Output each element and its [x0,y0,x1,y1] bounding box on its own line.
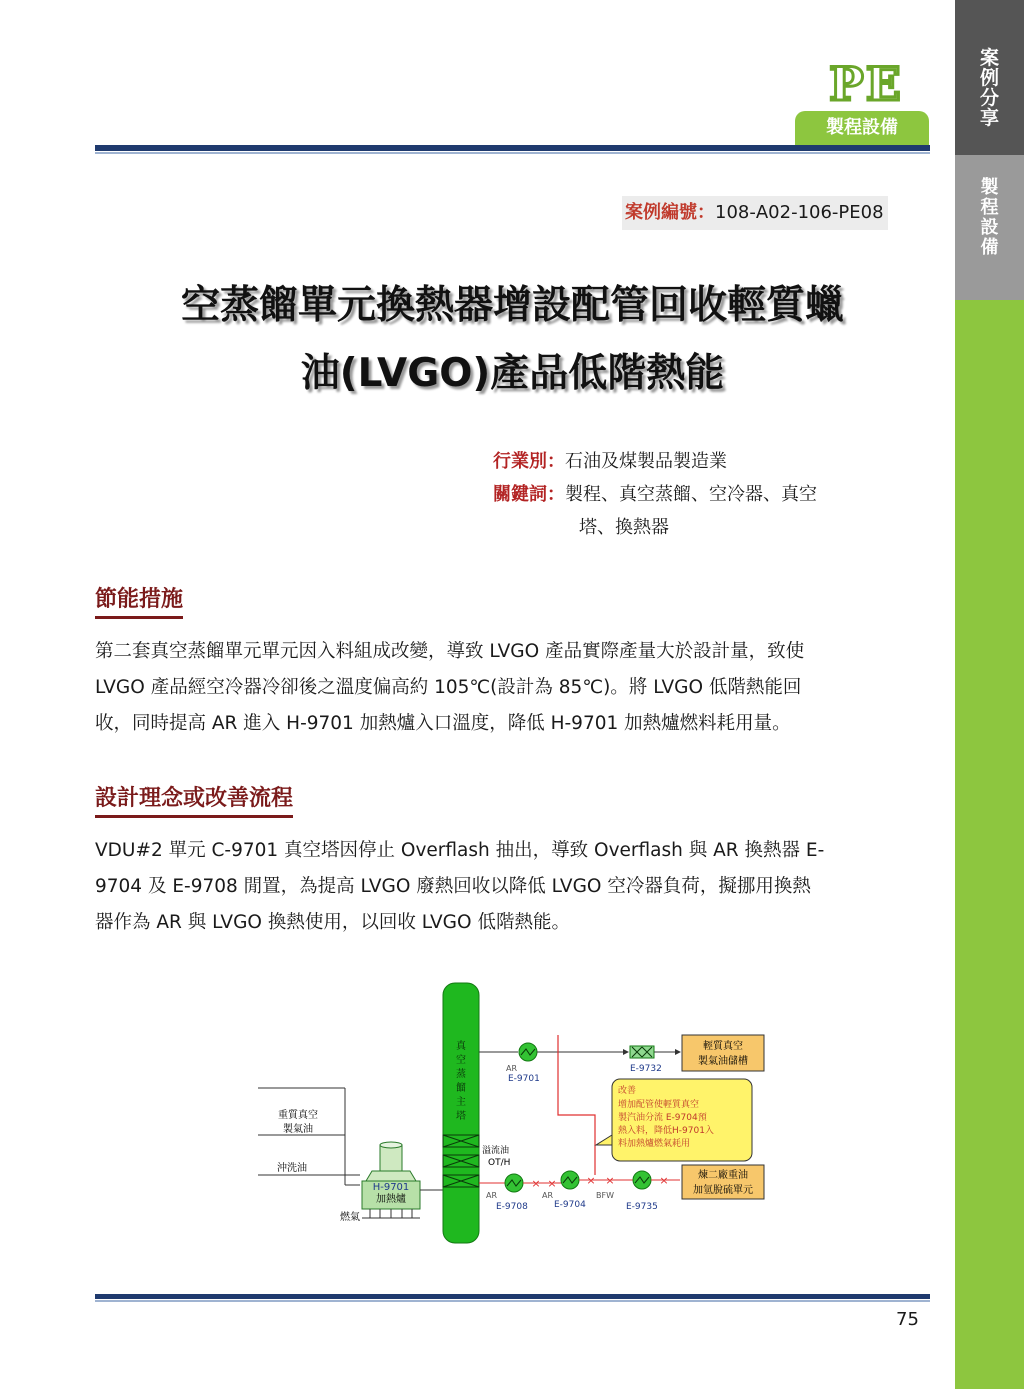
category-label: 製程設備 [795,111,929,145]
header-rule [95,145,930,151]
new-piping [558,1052,595,1175]
heater-id: H-9701 [372,1182,410,1193]
tower-label: 真 [456,1041,466,1052]
cross-mark-icon: × [659,1174,669,1187]
side-tab-char: 製 [980,177,999,198]
e9735-label: E-9735 [626,1202,658,1212]
heavy-oil-label: 重質真空 [278,1110,318,1121]
paragraph-line: 器作為 AR 與 LVGO 換熱使用，以回收 LVGO 低階熱能。 [95,912,570,933]
side-tab-char: 分 [979,87,999,109]
case-number-label: 案例編號： [625,202,715,223]
product-tank-label: 製氣油儲槽 [698,1056,748,1067]
keywords-value-line2: 塔、換熱器 [579,517,669,538]
wash-oil-label: 沖洗油 [277,1163,307,1174]
pe-logo: PE [829,57,903,111]
page-number: 75 [896,1309,919,1330]
tower-label: 蒸 [456,1069,466,1080]
heavy-oil-label-2: 製氣油 [283,1124,313,1135]
paragraph-line: VDU#2 單元 C-9701 真空塔因停止 Overflash 抽出，導致 Overflash 與 AR 換熱器 E- [95,840,825,861]
case-number [622,196,888,230]
heater-stack-top [380,1142,402,1148]
cross-mark-icon: × [605,1174,615,1187]
product-tank-label: 輕質真空 [703,1041,743,1052]
vacuum-tower [443,983,479,1243]
tower-label: 塔 [456,1111,466,1122]
tower-label: 主 [456,1097,466,1108]
measures-heading-text: 節能措施 [95,587,184,612]
side-tab-char: 設 [980,217,999,238]
side-tab-char: 程 [980,197,999,218]
keywords-row [493,480,817,510]
side-tab-char: 例 [979,67,999,89]
design-paragraph [95,833,930,941]
heater-stack [380,1145,402,1171]
footer-rule-thin [95,1300,930,1302]
arrow-icon [675,1049,681,1055]
measures-heading [95,582,183,613]
process-flow-diagram [250,975,770,1250]
overflash-label: OT/H [488,1158,511,1168]
e9708-label: E-9708 [496,1202,528,1212]
page-title-line1: 空蒸餾單元換熱器增設配管回收輕質蠟 [180,283,844,328]
industry-row [493,447,727,477]
bfw-label: BFW [596,1191,614,1200]
heading-underline [95,616,183,619]
measures-paragraph [95,634,930,742]
side-tab-char: 案 [979,47,999,69]
design-heading [95,781,293,812]
e9732-aircooler [630,1046,654,1058]
improvement-line: 熱入料，降低H-9701入 [618,1126,714,1136]
cross-mark-icon: × [586,1174,596,1187]
heading-underline [95,815,293,818]
cross-mark-icon: × [547,1177,557,1190]
paragraph-line: LVGO 產品經空冷器冷卻後之溫度偏高約 105℃(設計為 85℃)。將 LVGO 低階熱能回 [95,677,802,698]
industry-value: 石油及煤製品製造業 [565,451,727,472]
tower-label: 空 [456,1055,466,1066]
design-heading-text: 設計理念或改善流程 [95,786,294,811]
side-tab-char: 享 [979,107,999,129]
paragraph-line: 9704 及 E-9708 閒置，為提高 LVGO 廢熱回收以降低 LVGO 空冷器負荷，擬挪用換熱 [95,876,811,897]
e9701-label: E-9701 [508,1074,540,1084]
heater-h9701 [362,1142,420,1218]
improvement-title: 改善 [618,1086,637,1096]
callout-pointer [596,1135,612,1145]
overflash-label: 溢流油 [482,1146,510,1156]
improvement-line: 製汽油分流 E-9704預 [618,1113,707,1123]
hds-unit-label: 煉二廠重油 [698,1170,748,1181]
arrow-icon [623,1049,629,1055]
e9732-label: E-9732 [630,1064,662,1074]
cross-mark-icon: × [531,1177,541,1190]
ar-label: AR [486,1191,498,1200]
paragraph-line: 第二套真空蒸餾單元單元因入料組成改變，導致 LVGO 產品實際產量大於設計量，致使 [95,641,805,662]
tower-label: 餾 [456,1083,466,1094]
header-rule-thin [95,152,930,154]
fuel-label: 燃氣 [340,1212,360,1223]
side-tab-case-share [955,48,1024,128]
paragraph-line: 收，同時提高 AR 進入 H-9701 加熱爐入口溫度，降低 H-9701 加熱爐燃料耗用量。 [95,713,791,734]
side-tab-category [955,178,1024,258]
heater-name: 加熱爐 [376,1194,406,1205]
heater-hood [366,1171,416,1181]
hds-unit-label: 加氫脫硫單元 [693,1185,753,1196]
page-title [95,272,930,408]
industry-label: 行業別： [493,451,565,472]
improvement-line: 料加熱爐燃氣耗用 [618,1139,691,1149]
ar-label: AR [506,1064,518,1073]
e9704-label: E-9704 [554,1200,586,1210]
page-title-line2: 油(LVGO)產品低階熱能 [300,351,725,396]
ar-label: AR [542,1191,554,1200]
footer-rule [95,1294,930,1299]
improvement-line: 增加配管使輕質真空 [618,1100,700,1110]
side-tab-char: 備 [980,237,999,258]
case-number-value: 108-A02-106-PE08 [715,202,884,223]
keywords-value-line1: 製程、真空蒸餾、空冷器、真空 [565,484,817,505]
keywords-label: 關鍵詞： [493,484,565,505]
